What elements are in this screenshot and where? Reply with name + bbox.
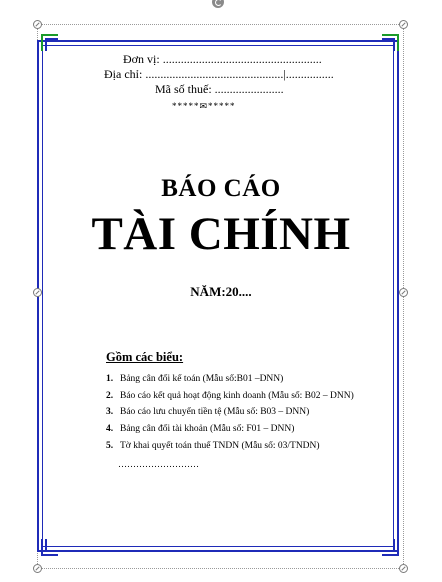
address-line <box>104 67 334 82</box>
resize-handle-bottom-left[interactable] <box>33 564 42 573</box>
list-item <box>106 407 309 417</box>
resize-handle-top-right[interactable] <box>399 20 408 29</box>
address-value: ..............................................|................ <box>145 67 334 81</box>
corner-ornament-bottom-left <box>40 537 60 557</box>
list-item <box>106 424 294 434</box>
list-item <box>106 391 354 401</box>
list-item-text: Bảng cân đối tài khoản (Mẫu số: F01 – DNN) <box>120 424 295 434</box>
resize-handle-bottom-right[interactable] <box>399 564 408 573</box>
tax-code-line <box>155 82 284 97</box>
list-item-text: Tờ khai quyết toán thuế TNDN (Mẫu số: 03/TNDN) <box>120 441 320 451</box>
list-item-number: 1. <box>106 374 114 384</box>
list-item-number: 5. <box>106 441 114 451</box>
list-trailing-dots: ……………………… <box>118 459 199 469</box>
selection-bottom-line <box>37 568 403 569</box>
unit-line <box>123 52 322 67</box>
list-heading: Gồm các biểu: <box>106 350 184 364</box>
report-year: NĂM:20.... <box>190 284 252 299</box>
list-item <box>106 374 283 384</box>
resize-handle-top-left[interactable] <box>33 20 42 29</box>
corner-ornament-top-right <box>380 33 400 53</box>
tax-code-label: Mã số thuế: <box>155 82 212 96</box>
list-item-text: Báo cáo lưu chuyển tiền tệ (Mẫu số: B03 – DNN) <box>120 407 310 417</box>
decorative-stars: *****✉***** <box>172 101 236 111</box>
list-item-text: Bảng cân đối kế toán (Mẫu số:B01 –DNN) <box>120 374 284 384</box>
unit-label: Đơn vị: <box>123 52 160 66</box>
list-item-number: 4. <box>106 424 114 434</box>
report-title-small: BÁO CÁO <box>161 175 281 202</box>
list-item-number: 2. <box>106 391 114 401</box>
selection-top-line <box>37 24 403 25</box>
unit-value: ..................................................... <box>162 52 322 66</box>
tax-code-value: ....................... <box>214 82 284 96</box>
list-item-number: 3. <box>106 407 114 417</box>
rotate-handle[interactable] <box>212 0 224 8</box>
address-label: Địa chỉ: <box>104 67 143 81</box>
corner-ornament-bottom-right <box>380 537 400 557</box>
corner-ornament-top-left <box>40 33 60 53</box>
list-item <box>106 441 320 451</box>
report-title-large: TÀI CHÍNH <box>91 208 351 260</box>
list-item-text: Báo cáo kết quả hoạt động kinh doanh (Mẫu số: B02 – DNN) <box>120 391 354 401</box>
